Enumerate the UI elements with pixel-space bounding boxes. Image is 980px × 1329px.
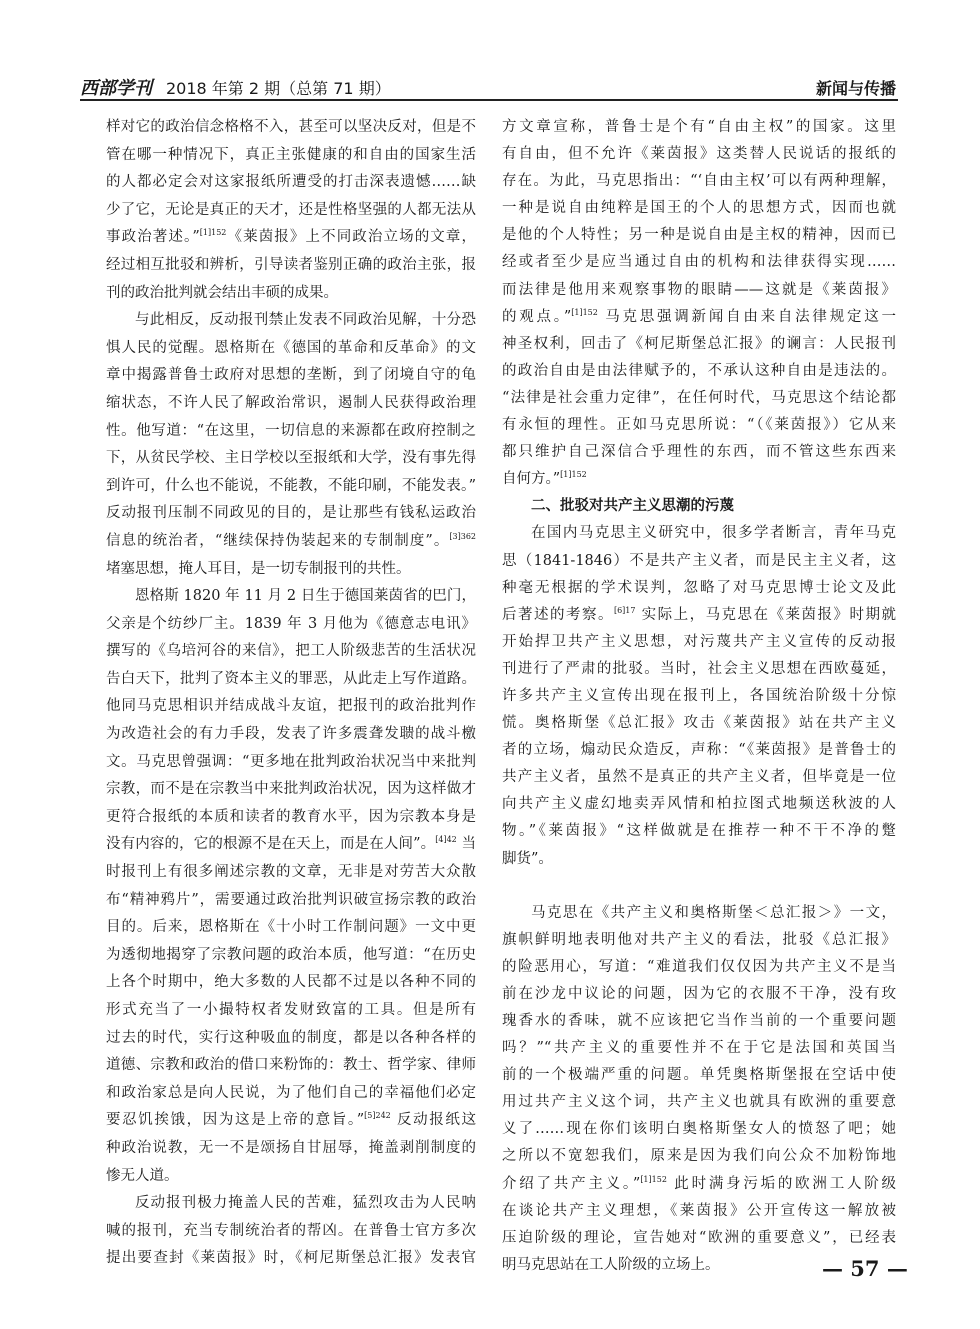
text-segment: 要忍饥挨饿，因为这是上帝的意旨。” <box>106 1112 365 1129</box>
text-line <box>502 222 896 249</box>
text-segment: 告白天下，批判了资本主义的罪恶，从此走上写作道路。 <box>106 670 476 687</box>
text-segment: 缩状态，不许人民了解政治常识，遏制人民获得政治理 <box>106 394 476 411</box>
text-segment: 脚货”。 <box>502 850 553 867</box>
text-line <box>502 575 896 602</box>
text-line <box>106 583 476 611</box>
text-line <box>502 900 896 927</box>
citation-ref: [4]42 <box>435 835 457 845</box>
text-segment: 压迫阶级的理论，宣告她对“欧洲的重要意义”，已经表 <box>502 1229 896 1246</box>
text-segment: 过去的时代，实行这种吸血的制度，都是以各种各样的 <box>106 1029 476 1046</box>
text-segment: 开始捍卫共产主义思想，对污蔑共产主义宣传的反动报 <box>502 633 896 650</box>
text-segment: 明马克思站在工人阶级的立场上。 <box>502 1256 720 1273</box>
text-line <box>106 1025 476 1053</box>
text-line <box>502 168 896 195</box>
text-line <box>106 611 476 639</box>
text-segment: 经或者至少是应当通过自由的机构和法律获得实现…… <box>502 254 896 271</box>
header-rule <box>80 99 898 101</box>
text-segment: 一种是说自由纯粹是国王的个人的思想方式，因而也就 <box>502 200 896 217</box>
text-line <box>106 804 476 832</box>
text-segment: 向共产主义虚幻地卖弄风情和柏拉图式地频送秋波的人 <box>502 796 896 813</box>
text-line <box>106 252 476 280</box>
text-segment: 存在。为此，马克思指出：“‘自由主权’可以有两种理解， <box>502 173 896 190</box>
text-line <box>502 114 896 141</box>
text-segment: 的人都必定会对这家报纸所遭受的打击深表遗憾……缺 <box>106 174 476 191</box>
text-segment: 义了……现在你们该明白奥格斯堡女人的愤怒了吧；她 <box>502 1121 896 1138</box>
text-segment: 的政治自由是由法律赋予的，不承认这种自由是违法的。 <box>502 362 896 379</box>
text-line <box>502 1198 896 1225</box>
text-line <box>106 721 476 749</box>
text-line <box>106 1218 476 1246</box>
text-line <box>502 195 896 222</box>
text-line <box>106 776 476 804</box>
text-line <box>502 629 896 656</box>
text-segment: 当 <box>456 836 476 853</box>
text-segment: 前在沙龙中议论的问题，因为它的衣服不干净，没有玫 <box>502 985 896 1002</box>
text-line <box>502 1116 896 1143</box>
text-line <box>502 791 896 818</box>
text-line <box>106 445 476 473</box>
text-segment: 布“精神鸦片”，需要通过政治批判识破宣扬宗教的政治 <box>106 891 476 908</box>
right-column <box>502 114 896 1279</box>
text-line <box>502 331 896 358</box>
text-line <box>502 412 896 439</box>
text-segment: 章中揭露普鲁士政府对思想的垄断，到了闭境自守的龟 <box>106 367 476 384</box>
text-segment: 信息的统治者，“继续保持伪装起来的专制制度”。 <box>106 532 450 549</box>
text-segment: 道德、宗教和政治的借口来粉饰的：教士、哲学家、律师 <box>106 1057 476 1074</box>
text-segment: 后著述的考察。 <box>502 606 614 623</box>
text-line <box>106 859 476 887</box>
text-line <box>106 418 476 446</box>
text-segment: 在国内马克思主义研究中，很多学者断言，青年马克 <box>531 525 896 542</box>
text-segment: 喊的报刊，充当专制统治者的帮凶。在普鲁士官方多次 <box>106 1222 476 1239</box>
text-segment: 介绍了共产主义。” <box>502 1175 641 1192</box>
text-segment: 马克思强调新闻自由来自法律规定这一 <box>597 308 896 325</box>
text-line <box>106 997 476 1025</box>
text-line <box>106 169 476 197</box>
text-segment: 物。”《莱茵报》“这样做就是在推荐一种不干不净的蹩 <box>502 823 896 840</box>
text-line <box>502 1008 896 1035</box>
citation-ref: [1]152 <box>199 228 227 238</box>
text-segment: 吗？”“共产主义的重要性并不在于它是法国和英国当 <box>502 1040 896 1057</box>
text-segment: 许多共产主义宣传出现在报刊上，各国统治阶级十分惊 <box>502 687 896 704</box>
text-line <box>106 693 476 721</box>
citation-ref: [6]17 <box>613 605 636 615</box>
text-segment: 目的。后来，恩格斯在《十小时工作制问题》一文中更 <box>106 919 476 936</box>
text-line <box>106 142 476 170</box>
section-title: 新闻与传播 <box>815 79 896 98</box>
text-segment: 种毫无根据的学术误判，忽略了对马克思博士论文及此 <box>502 579 896 596</box>
text-line <box>502 927 896 954</box>
text-segment: 方文章宣称，普鲁士是个有“自由主权”的国家。这里 <box>502 119 896 135</box>
text-segment: 文。马克思曾强调：“更多地在批判政治状况当中来批判 <box>106 753 476 770</box>
text-segment: 之所以不宽恕我们，原来是因为我们向公众不加粉饰地 <box>502 1148 896 1165</box>
text-line <box>106 307 476 335</box>
text-line <box>106 390 476 418</box>
text-line <box>502 1035 896 1062</box>
citation-ref: [1]152 <box>640 1174 667 1184</box>
text-line <box>502 1062 896 1089</box>
text-segment: 到许可，什么也不能说，不能教，不能印刷，不能发表。” <box>106 477 476 494</box>
journal-logo: 西部学刊 <box>80 78 152 99</box>
text-line <box>106 749 476 777</box>
text-line <box>106 362 476 390</box>
text-line <box>502 737 896 764</box>
text-segment: 的险恶用心，写道：“难道我们仅仅因为共产主义不是当 <box>502 958 896 975</box>
text-segment: 旗帜鲜明地表明他对共产主义的看法，批驳《总汇报》 <box>502 931 896 948</box>
text-segment: 在谈论共产主义理想，《莱茵报》公开宣传这一解放被 <box>502 1202 896 1219</box>
text-segment: 撰写的《乌培河谷的来信》，把工人阶级悲苦的生活状况 <box>106 643 476 660</box>
section-heading: 二、批驳对共产主义思潮的污蔑 <box>531 498 734 515</box>
text-line <box>502 846 896 873</box>
text-line <box>502 818 896 845</box>
text-segment: 《莱茵报》上不同政治立场的文章， <box>226 229 477 246</box>
text-segment: 反动报刊压制不同政见的目的，是让那些有钱私运政治 <box>106 505 476 522</box>
text-line <box>502 764 896 791</box>
text-segment: 上各个时期中，绝大多数的人民都不过是以各种不同的 <box>106 974 476 991</box>
text-line <box>106 280 476 308</box>
text-line <box>106 1245 476 1273</box>
text-line <box>502 656 896 683</box>
text-line <box>106 114 476 142</box>
text-segment: 自何方。” <box>502 471 561 488</box>
text-line <box>106 914 476 942</box>
text-segment: 与此相反，反动报刊禁止发表不同政治见解，十分恐 <box>135 312 476 329</box>
text-segment: 马克思在《共产主义和奥格斯堡＜总汇报＞》一文， <box>531 904 896 921</box>
text-segment: 刊的政治批判就会结出丰硕的成果。 <box>106 284 338 301</box>
text-line <box>502 548 896 575</box>
text-line <box>502 141 896 168</box>
text-segment: 经过相互批驳和辨析，引导读者鉴别正确的政治主张，报 <box>106 256 476 273</box>
text-line <box>106 556 476 584</box>
text-line <box>502 954 896 981</box>
text-line <box>502 1143 896 1170</box>
text-line <box>106 887 476 915</box>
text-segment: 者的立场，煽动民众造反，声称：“《莱茵报》是普鲁士的 <box>502 742 896 759</box>
citation-ref: [5]242 <box>364 1111 391 1121</box>
text-segment: 是他的个人特性；另一种是说自由是主权的精神，因而已 <box>502 227 896 244</box>
text-segment: 和政治家总是向人民说，为了他们自己的幸福他们必定 <box>106 1084 476 1101</box>
text-segment: 他同马克思相识并结成战斗友谊，把报刊的政治批判作 <box>106 698 476 715</box>
paragraph-gap <box>502 873 896 900</box>
text-segment: 此时满身污垢的欧洲工人阶级 <box>666 1175 897 1192</box>
text-segment: 提出要查封《莱茵报》时，《柯尼斯堡总汇报》发表官 <box>106 1250 476 1267</box>
citation-ref: [3]362 <box>449 531 476 541</box>
text-line <box>106 969 476 997</box>
text-segment: 瑰香水的香味，就不应该把它当作当前的一个重要问题 <box>502 1013 896 1029</box>
text-segment: 神圣权利，回击了《柯尼斯堡总汇报》的谰言：人民报刊 <box>502 335 896 352</box>
text-segment: 为改造社会的有力手段，发表了许多震聋发聩的战斗檄 <box>106 726 476 743</box>
text-line <box>106 224 476 252</box>
page-number: — 57 — <box>822 1256 908 1281</box>
text-line <box>502 439 896 466</box>
text-segment: 少了它，无论是真正的天才，还是性格坚强的人都无法从 <box>106 201 476 218</box>
text-segment: 反动报纸这 <box>390 1112 476 1129</box>
text-line <box>106 942 476 970</box>
text-line <box>106 638 476 666</box>
text-segment: 父亲是个纺纱厂主。1839 年 3 月他为《德意志电讯》 <box>106 615 476 632</box>
text-line <box>502 304 896 331</box>
text-segment: 实际上，马克思在《莱茵报》时期就 <box>635 606 897 623</box>
text-segment: 恩格斯 1820 年 11 月 2 日生于德国莱茵省的巴门， <box>135 588 476 605</box>
text-line <box>502 981 896 1008</box>
text-segment: 前的一个极端严重的问题。单凭奥格斯堡报在空话中使 <box>502 1067 896 1084</box>
text-segment: 的观点。” <box>502 308 572 325</box>
text-line <box>106 666 476 694</box>
text-line <box>106 1190 476 1218</box>
text-line <box>502 602 896 629</box>
text-segment: 而法律是他用来观察事物的眼睛——这就是《莱茵报》 <box>502 281 896 298</box>
text-segment: 下，从贫民学校、主日学校以至报纸和大学，没有事先得 <box>106 450 476 467</box>
text-segment: 共产主义者，虽然不是真正的共产主义者，但毕竟是一位 <box>502 769 896 786</box>
text-segment: 有永恒的理性。正如马克思所说：“（《莱茵报》）它从来 <box>502 417 896 434</box>
text-line <box>502 683 896 710</box>
text-segment: 宗教，而不是在宗教当中来批判政治状况，因为这样做才 <box>106 781 476 798</box>
text-line <box>106 1135 476 1163</box>
text-segment: 管在哪一种情况下，真正主张健康的和自由的国家生活 <box>106 146 476 163</box>
text-line <box>106 335 476 363</box>
text-segment: 事政治著述。” <box>106 229 200 246</box>
text-line <box>106 1052 476 1080</box>
text-line <box>106 473 476 501</box>
text-line <box>106 1080 476 1108</box>
issue-info: 2018 年第 2 期（总第 71 期） <box>166 79 391 98</box>
text-segment: 刊进行了严肃的批驳。当时，社会主义思想在西欧蔓延， <box>502 660 896 677</box>
text-line <box>502 466 896 493</box>
text-segment: 形式充当了一小撮特权者发财致富的工具。但是所有 <box>106 1002 476 1018</box>
text-line <box>502 249 896 276</box>
text-segment: 堵塞思想，掩人耳目，是一切专制报刊的共性。 <box>106 560 411 577</box>
text-line <box>106 197 476 225</box>
text-segment: 性。他写道：“在这里，一切信息的来源都在政府控制之 <box>106 422 476 439</box>
text-line <box>106 831 476 859</box>
text-segment: 都只维护自己深信合乎理性的东西，而不管这些东西来 <box>502 444 896 461</box>
citation-ref: [1]152 <box>571 307 598 317</box>
text-line <box>502 385 896 412</box>
text-line <box>502 520 896 547</box>
text-segment: 惨无人道。 <box>106 1167 179 1184</box>
citation-ref: [1]152 <box>560 470 587 480</box>
text-line <box>502 1171 896 1198</box>
text-segment: “法律是社会重力定律”，在任何时代，马克思这个结论都 <box>502 389 896 406</box>
text-segment: 没有内容的，它的根源不是在天上，而是在人间”。 <box>106 836 436 853</box>
text-segment: 惧人民的觉醒。恩格斯在《德国的革命和反革命》的文 <box>106 339 476 356</box>
text-line <box>106 528 476 556</box>
text-segment: 反动报刊极力掩盖人民的苦难，猛烈攻击为人民呐 <box>135 1195 476 1212</box>
text-line <box>106 1163 476 1191</box>
text-segment: 时报刊上有很多阐述宗教的文章，无非是对劳苦大众散 <box>106 864 476 881</box>
text-line <box>502 277 896 304</box>
text-line <box>502 1089 896 1116</box>
text-segment: 为透彻地揭穿了宗教问题的政治本质，他写道：“在历史 <box>106 946 476 963</box>
text-segment: 慌。奥格斯堡《总汇报》攻击《莱茵报》站在共产主义 <box>502 715 896 732</box>
text-line <box>502 710 896 737</box>
text-line <box>106 1107 476 1135</box>
text-line <box>502 1225 896 1252</box>
text-line <box>106 500 476 528</box>
text-line <box>502 358 896 385</box>
text-segment: 用过共产主义这个词，共产主义也就具有欧洲的重要意 <box>502 1094 896 1111</box>
text-segment: 样对它的政治信念格格不入，甚至可以坚决反对，但是不 <box>106 119 476 135</box>
text-segment: 种政治说教，无一不是颂扬自甘屈辱，掩盖剥削制度的 <box>106 1139 476 1156</box>
text-segment: 思（1841-1846）不是共产主义者，而是民主主义者，这 <box>502 552 896 569</box>
left-column <box>106 114 476 1273</box>
text-segment: 更符合报纸的本质和读者的教育水平，因为宗教本身是 <box>106 808 476 825</box>
text-segment: 有自由，但不允许《莱茵报》这类替人民说话的报纸的 <box>502 146 896 163</box>
